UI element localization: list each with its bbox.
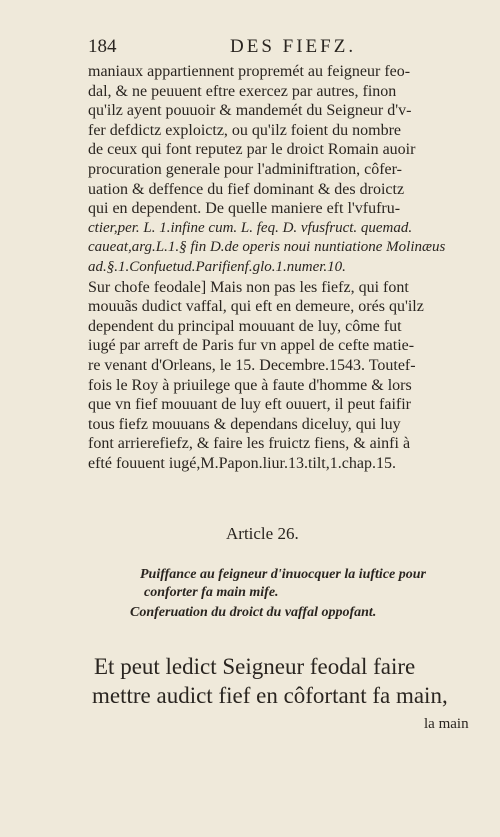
citation-line: ad.§.1.Confuetud.Parifienf.glo.1.numer.10. xyxy=(88,258,346,275)
text-line: font arrierefiefz, & faire les fruictz fiens, & ainfi à xyxy=(88,435,411,453)
sidenote-summary xyxy=(140,566,440,602)
text-line: qu'ilz ayent pouuoir & mandemét du Seigneur d'v- xyxy=(88,102,412,120)
text-line: re venant d'Orleans, le 15. Decembre.1543. Toutef- xyxy=(88,356,416,374)
text-line: iugé par arreft de Paris fur vn appel de cefte matie- xyxy=(88,337,415,355)
running-title: DES FIEFZ. xyxy=(230,36,357,57)
catchword: la main xyxy=(424,716,469,732)
text-line: dependent du principal mouuant de luy, côme fut xyxy=(88,317,402,335)
text-line: maniaux appartiennent propremét au feigneur feo- xyxy=(88,63,411,80)
text-line: tous fiefz mouuans & dependans diceluy, qui luy xyxy=(88,415,401,433)
page-number: 184 xyxy=(88,36,117,57)
text-line: de ceux qui font reputez par le droict Romain auoir xyxy=(88,141,416,159)
sidenote-conservation xyxy=(130,604,430,622)
text-line: qui en dependent. De quelle maniere eft l'vfufru- xyxy=(88,200,401,218)
citation-line: caueat,arg.L.1.§ fin D.de operis noui nuntiatione Molinæus xyxy=(88,239,446,256)
text-line: fois le Roy à priuilege que à faute d'homme & lors xyxy=(88,376,412,394)
text-line: efté fouuent iugé,M.Papon.liur.13.tilt,1.chap.15. xyxy=(88,454,396,472)
text-line: dal, & ne peuuent eftre exercez par autres, finon xyxy=(88,82,397,100)
text-line: que vn fief mouuant de luy eft ouuert, il peut faifir xyxy=(88,396,412,414)
text-line: Sur chofe feodale] Mais non pas les fiefz, qui font xyxy=(88,278,409,296)
page-header xyxy=(88,36,470,60)
text-line: fer defdictz exploictz, ou qu'ilz foient du nombre xyxy=(88,121,401,139)
sidenote-line: conforter fa main mife. xyxy=(144,585,279,600)
text-line: uation & deffence du fief dominant & des droictz xyxy=(88,180,405,198)
sidenote-line: Puiffance au feigneur d'inuocquer la iuftice pour xyxy=(140,567,426,582)
article-text xyxy=(92,652,472,710)
body-text xyxy=(88,62,460,473)
article-line: mettre audict fief en côfortant fa main, xyxy=(92,683,448,708)
article-line: Et peut ledict Seigneur feodal faire xyxy=(94,654,416,679)
text-line: procuration generale pour l'adminiftration, côfer- xyxy=(88,160,402,178)
article-heading: Article 26. xyxy=(226,524,299,543)
citation-line: ctier,per. L. 1.infine cum. L. feq. D. vfusfruct. quemad. xyxy=(88,219,413,236)
text-line: mouuãs dudict vaffal, qui eft en demeure, orés qu'ilz xyxy=(88,298,424,316)
sidenote-line: Conferuation du droict du vaffal oppofant. xyxy=(130,605,377,620)
